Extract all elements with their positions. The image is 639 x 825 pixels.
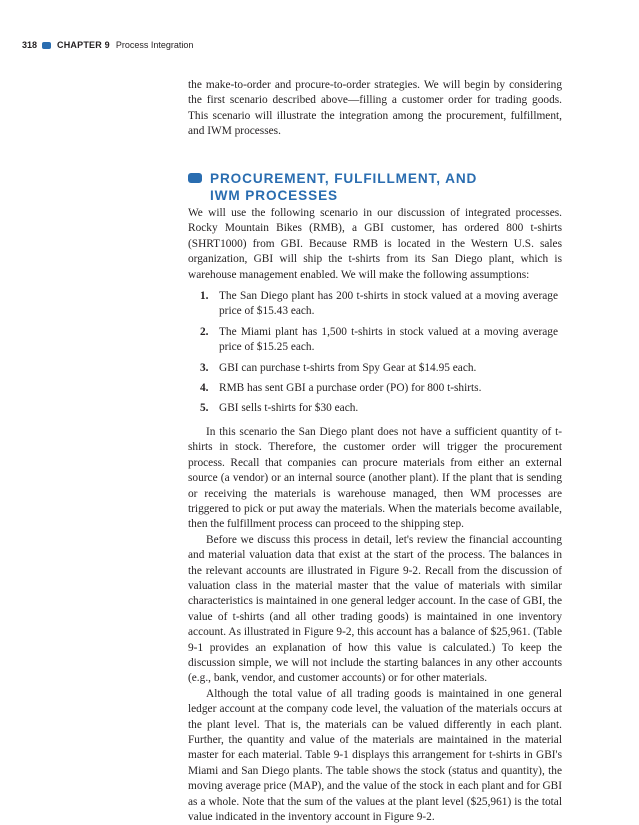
section-title-line-2: IWM PROCESSES xyxy=(210,188,339,203)
section-heading xyxy=(188,170,568,204)
chapter-label: CHAPTER 9 xyxy=(57,40,110,50)
list-item-text: GBI sells t-shirts for $30 each. xyxy=(219,402,359,415)
body-paragraph-valuation: Before we discuss this process in detail, let's review the financial accounting and material valuation data that exist at the start of the process. The balances in the relevant accounts are illustrated in Figure 9-2. Recall from the discussion of valuation class in the material master that the value of materials with similar characteristics is maintained in one general ledger account. In the case of GBI, the value of t-shirts (and all other trading goods) is maintained in one inventory account. As illustrated in Figure 9-2, this account has a balance of $25,961. (Table 9-1 provides an explanation of how this value is calculated.) To keep the discussion simple, we will not include the starting balances in any other accounts (e.g., bank, vendor, and customer accounts) or for other materials. xyxy=(188,533,562,685)
running-header xyxy=(22,38,193,52)
list-item xyxy=(188,325,562,356)
list-item-number: 5. xyxy=(200,402,209,415)
list-item-number: 2. xyxy=(200,325,209,338)
list-item-number: 4. xyxy=(200,382,209,395)
scenario-paragraph: We will use the following scenario in our discussion of integrated processes. Rocky Mountain Bikes (RMB), a GBI customer, has ordered 800 t-shirts (SHRT1000) from GBI. Because RMB is located in the Western U.S. sales organization, GBI will ship the t-shirts from its San Diego plant, which is warehouse management enabled. We will make the following assumptions: xyxy=(188,207,562,281)
body-paragraph-plant-level: Although the total value of all trading goods is maintained in one general ledger account at the company code level, the valuation of the materials occurs at the plant level. That is, the materials can be valued differently in each plant. Further, the quantity and value of the materials are maintained in the material master for each material. Table 9-1 displays this arrangement for t-shirts in GBI's Miami and San Diego plants. The table shows the stock (status and quantity), the moving average price (MAP), and the value of the stock in each plant and for GBI as a whole. Note that the sum of the values at the plant level ($25,961) is the total value indicated in the inventory account in Figure 9-2. xyxy=(188,687,562,824)
list-item-number: 3. xyxy=(200,361,209,374)
intro-block xyxy=(188,78,562,140)
list-item-text: The San Diego plant has 200 t-shirts in stock valued at a moving average price of $15.43 each. xyxy=(219,290,558,318)
header-square-bullet-icon xyxy=(42,42,51,49)
page-number: 318 xyxy=(22,40,38,50)
list-item-text: GBI can purchase t-shirts from Spy Gear at $14.95 each. xyxy=(219,361,477,374)
section-bullet-icon xyxy=(188,173,202,183)
section-title-line-1: PROCUREMENT, FULFILLMENT, AND xyxy=(210,171,478,186)
list-item-text: The Miami plant has 1,500 t-shirts in stock valued at a moving average price of $15.25 each. xyxy=(219,325,558,354)
section-title xyxy=(210,170,568,204)
list-item xyxy=(188,401,562,416)
intro-paragraph: the make-to-order and procure-to-order strategies. We will begin by considering the first scenario described above—filling a customer order for trading goods. This scenario will illustrate the integration among the procurement, fulfillment, and IWM processes. xyxy=(188,79,562,138)
assumptions-list xyxy=(188,289,562,417)
list-item-number: 1. xyxy=(200,290,209,303)
list-item xyxy=(188,361,562,376)
list-item-text: RMB has sent GBI a purchase order (PO) for 800 t-shirts. xyxy=(219,382,482,395)
body-paragraph-procurement: In this scenario the San Diego plant does not have a sufficient quantity of t-shirts in stock. Therefore, the customer order will trigger the procurement process. Recall that companies can procure materials from either an external source (a vendor) or an internal source (another plant). If the plant that is sending or receiving the materials is warehouse managed, then WM processes are triggered to pick or put away the materials. When the materials become available, then the fulfillment process can proceed to the shipping step. xyxy=(188,425,562,531)
list-item xyxy=(188,289,562,320)
section-body xyxy=(188,206,562,825)
chapter-title: Process Integration xyxy=(115,40,194,50)
list-item xyxy=(188,381,562,396)
